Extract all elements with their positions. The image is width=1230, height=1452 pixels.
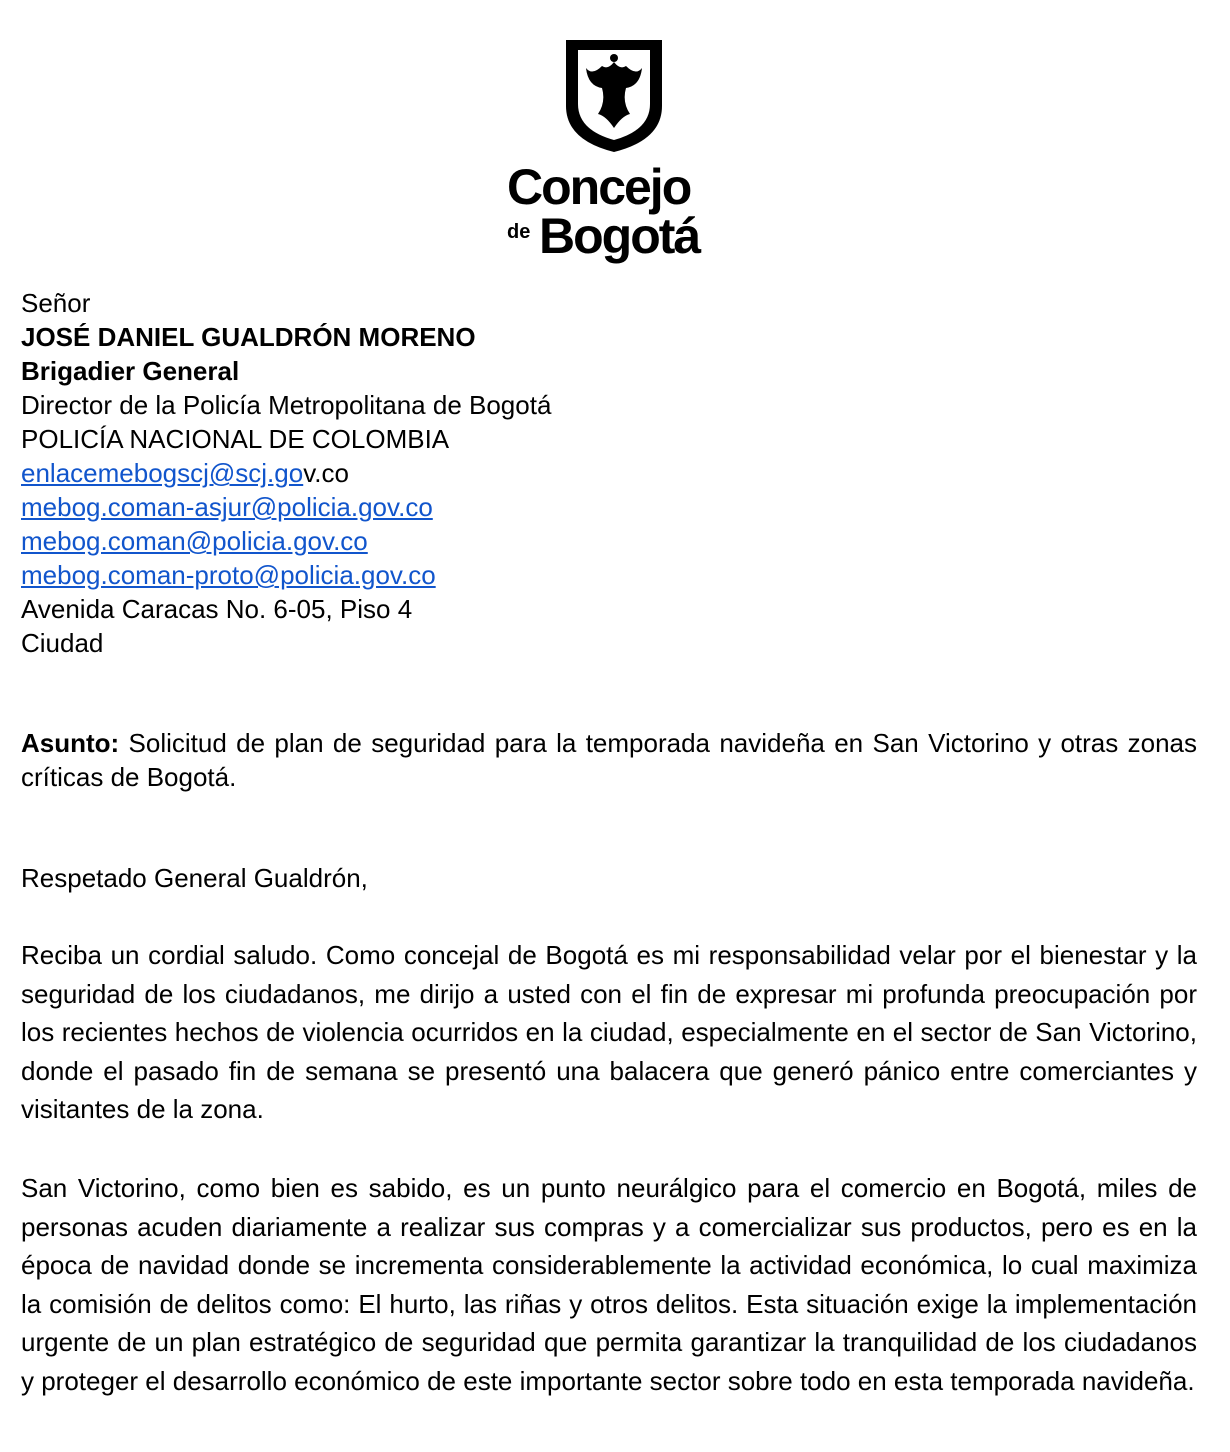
email-link-4[interactable]: mebog.coman-proto@policia.gov.co [21, 560, 436, 590]
recipient-name: JOSÉ DANIEL GUALDRÓN MORENO [21, 322, 476, 352]
subject-line [21, 726, 1197, 794]
coat-of-arms-icon [562, 36, 666, 154]
recipient-city: Ciudad [21, 628, 104, 658]
email-link-1[interactable]: enlacemebogscj@scj.go [21, 458, 304, 488]
body-paragraph: Reciba un cordial saludo. Como concejal de Bogotá es mi responsabilidad velar por el bienestar y la seguridad de los ciudadanos, me dirijo a usted con el fin de expresar mi profunda preocupación por los recientes hechos de violencia ocurridos en la ciudad, especialmente en el sector de San Victorino, donde el pasado fin de semana se presentó una balacera que generó pánico entre comerciantes y visitantes de la zona. [21, 940, 1197, 1124]
recipient-institution: POLICÍA NACIONAL DE COLOMBIA [21, 424, 450, 454]
recipient-position: Director de la Policía Metropolitana de Bogotá [21, 390, 552, 420]
greeting: Respetado General Gualdrón, [21, 863, 368, 893]
subject-text: Solicitud de plan de seguridad para la temporada navideña en San Victorino y otras zonas críticas de Bogotá. [21, 728, 1197, 792]
concejo-de-bogota-logo [505, 36, 725, 272]
email-tail-1: v.co [303, 458, 349, 488]
recipient-address: Avenida Caracas No. 6-05, Piso 4 [21, 594, 413, 624]
salutation-title: Señor [21, 288, 91, 318]
subject-label: Asunto: [21, 728, 120, 758]
logo-word-bogota: Bogotá [539, 208, 700, 264]
recipient-rank: Brigadier General [21, 356, 240, 386]
logo-word-de: de [507, 221, 531, 243]
email-link-2[interactable]: mebog.coman-asjur@policia.gov.co [21, 492, 433, 522]
email-link-3[interactable]: mebog.coman@policia.gov.co [21, 526, 368, 556]
body-paragraph: San Victorino, como bien es sabido, es un punto neurálgico para el comercio en Bogotá, miles de personas acuden diariamente a realizar sus compras y a comercializar sus productos, pero es en la época de navidad donde se incrementa considerablemente la actividad económica, lo cual maximiza la comisión de delitos como: El hurto, las riñas y otros delitos. Esta situación exige la implementación urgente de un plan estratégico de seguridad que permita garantizar la tranquilidad de los ciudadanos y proteger el desarrollo económico de este importante sector sobre todo en esta temporada navideña. [21, 1173, 1197, 1396]
email-line-1 [21, 456, 551, 490]
logo-word-concejo: Concejo [507, 159, 691, 215]
recipient-block [21, 286, 551, 660]
